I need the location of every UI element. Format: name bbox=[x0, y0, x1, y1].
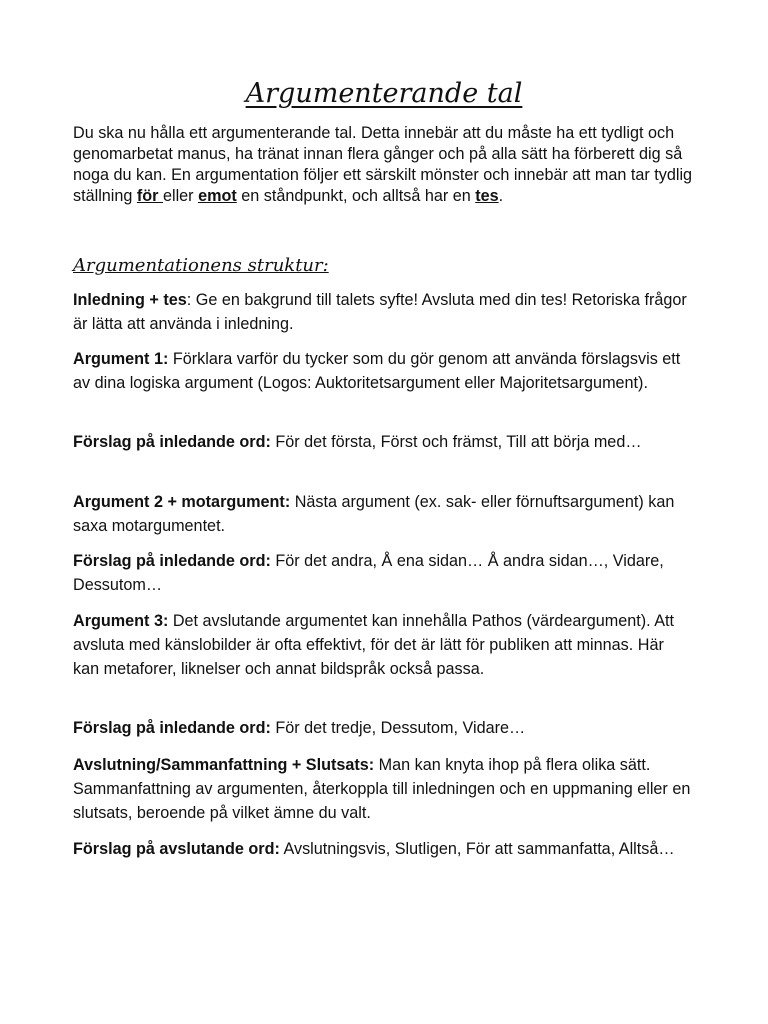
section-label: Förslag på avslutande ord: bbox=[73, 840, 280, 858]
intro-text-4: . bbox=[498, 187, 504, 205]
section-argument-2 bbox=[73, 490, 693, 538]
section-text: Förklara varför du tycker som du gör genom att använda förslagsvis ett av dina logiska argument (Logos: Auktoritetsargument eller Majoritetsargument). bbox=[73, 350, 681, 392]
intro-keyword-tes: tes bbox=[475, 187, 499, 205]
intro-text-2: eller bbox=[162, 187, 199, 205]
structure-subtitle: Argumentationens struktur: bbox=[73, 255, 329, 276]
section-suggestions-3 bbox=[73, 716, 693, 740]
section-text: För det tredje, Dessutom, Vidare… bbox=[270, 719, 526, 737]
document-title: Argumenterande tal bbox=[245, 78, 523, 109]
section-label: Argument 1: bbox=[73, 350, 169, 368]
intro-keyword-for: för bbox=[136, 187, 163, 205]
section-label: Förslag på inledande ord: bbox=[73, 719, 271, 737]
section-label: Inledning + tes bbox=[73, 291, 187, 309]
section-argument-3 bbox=[73, 609, 693, 681]
intro-text-1: Du ska nu hålla ett argumenterande tal. Detta innebär att du måste ha ett tydligt och genomarbetat manus, ha tränat innan flera gånger och på alla sätt ha förberett dig så noga du kan. En argumentation följer ett särskilt mönster och innebär att man tar tydlig ställning bbox=[73, 124, 693, 205]
section-label: Argument 3: bbox=[73, 612, 169, 630]
section-text: Avslutningsvis, Slutligen, För att sammanfatta, Alltså… bbox=[279, 840, 675, 858]
section-label: Argument 2 + motargument: bbox=[73, 493, 291, 511]
section-argument-1 bbox=[73, 347, 693, 395]
section-text: : Ge en bakgrund till talets syfte! Avsluta med din tes! Retoriska frågor är lätta att använda i inledning. bbox=[73, 291, 687, 333]
intro-keyword-emot: emot bbox=[198, 187, 237, 205]
section-text: För det andra, Å ena sidan… Å andra sidan…, Vidare, Dessutom… bbox=[73, 552, 664, 594]
section-label: Avslutning/Sammanfattning + Slutsats: bbox=[73, 756, 375, 774]
section-suggestions-1 bbox=[73, 430, 693, 454]
section-conclusion bbox=[73, 753, 693, 825]
intro-paragraph bbox=[73, 123, 713, 207]
section-closing-words bbox=[73, 837, 693, 861]
section-label: Förslag på inledande ord: bbox=[73, 552, 271, 570]
section-inledning bbox=[73, 288, 693, 336]
section-text: För det första, Först och främst, Till att börja med… bbox=[270, 433, 642, 451]
intro-text-3: en ståndpunkt, och alltså har en bbox=[236, 187, 476, 205]
section-text: Man kan knyta ihop på flera olika sätt. Sammanfattning av argumenten, återkoppla till inledningen och en uppmaning eller en slutsats, beroende på vilket ämne du valt. bbox=[73, 756, 691, 822]
section-text: Nästa argument (ex. sak- eller förnuftsargument) kan saxa motargumentet. bbox=[73, 493, 675, 535]
section-label: Förslag på inledande ord: bbox=[73, 433, 271, 451]
section-text: Det avslutande argumentet kan innehålla Pathos (värdeargument). Att avsluta med känslobilder är ofta effektivt, för det är lätt för publiken att minnas. Här kan metaforer, liknelser och annat bildspråk också passa. bbox=[73, 612, 675, 678]
section-suggestions-2 bbox=[73, 549, 693, 597]
